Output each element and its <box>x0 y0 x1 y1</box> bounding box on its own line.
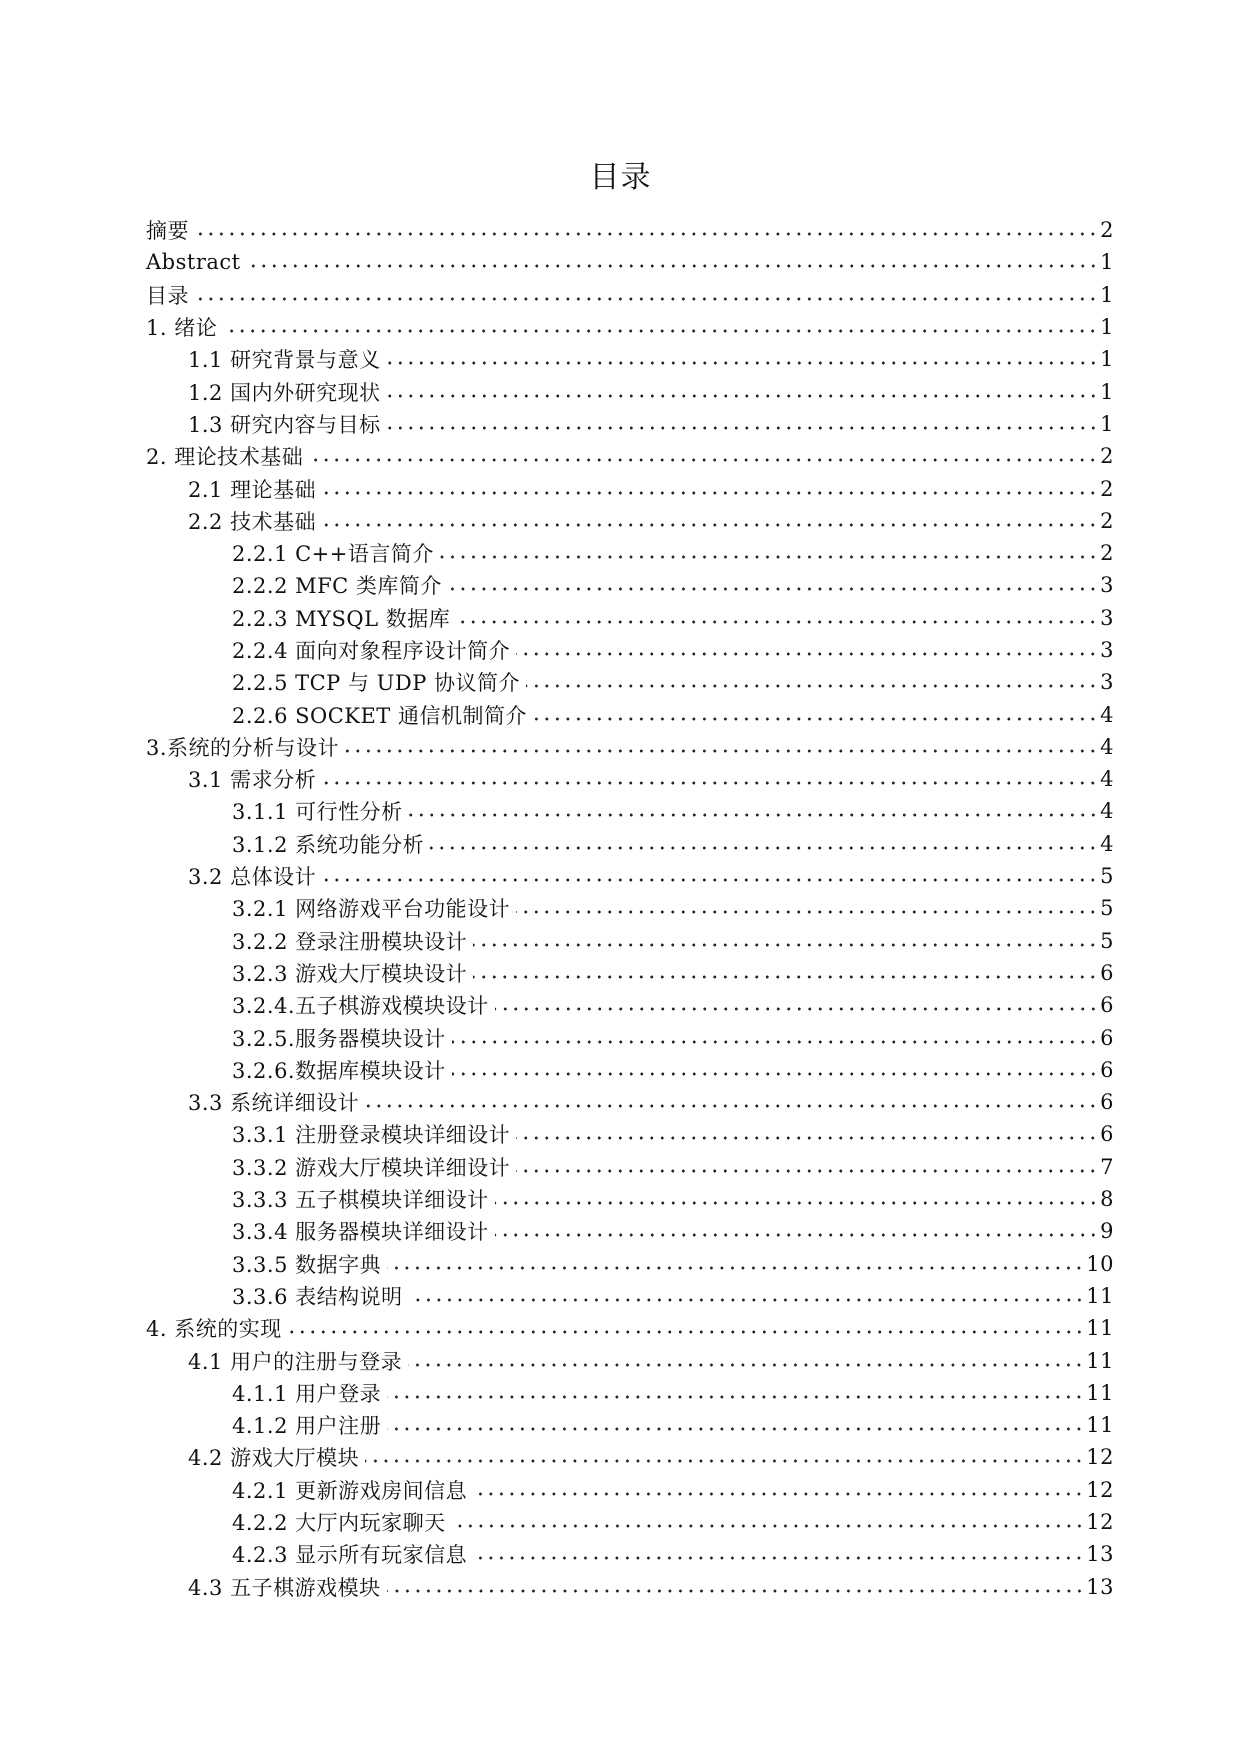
toc-dot-leader <box>516 1169 1098 1173</box>
toc-entry-page-number: 2 <box>1100 476 1114 501</box>
toc-entry[interactable] <box>146 214 1114 246</box>
toc-entry-label: 4. 系统的实现 <box>146 1317 282 1342</box>
toc-entry-label: 4.2.3 显示所有玩家信息 <box>232 1543 468 1568</box>
toc-entry-page-number: 11 <box>1086 1380 1114 1405</box>
toc-dot-leader <box>526 684 1098 688</box>
toc-entry-label: 3.2.3 游戏大厅模块设计 <box>232 961 468 986</box>
toc-dot-leader <box>322 491 1098 495</box>
toc-entry-label: 1.1 研究背景与意义 <box>188 348 381 373</box>
toc-dot-leader <box>533 717 1098 721</box>
toc-dot-leader <box>409 813 1099 817</box>
toc-dot-leader <box>365 1104 1098 1108</box>
toc-entry-page-number: 6 <box>1100 1090 1114 1115</box>
toc-dot-leader <box>448 587 1098 591</box>
toc-dot-leader <box>456 620 1098 624</box>
toc-entry-page-number: 3 <box>1100 670 1114 695</box>
toc-entry-label: 3.3.4 服务器模块详细设计 <box>232 1220 489 1245</box>
toc-entry-label: 3.2.1 网络游戏平台功能设计 <box>232 897 511 922</box>
toc-dot-leader <box>365 1459 1084 1463</box>
toc-entry-label: 1.3 研究内容与目标 <box>188 412 381 437</box>
toc-entry-label: 4.1 用户的注册与登录 <box>188 1349 403 1374</box>
toc-entry-label: 2.2.4 面向对象程序设计简介 <box>232 639 511 663</box>
toc-entry[interactable] <box>146 408 1114 440</box>
toc-entry-page-number: 1 <box>1100 315 1114 340</box>
toc-entry[interactable] <box>146 989 1114 1021</box>
toc-dot-leader <box>408 1363 1084 1367</box>
toc-title: 目录 <box>589 160 652 195</box>
toc-entry-page-number: 12 <box>1086 1445 1114 1470</box>
table-of-contents <box>146 214 1114 1603</box>
toc-entry-page-number: 4 <box>1100 799 1114 824</box>
toc-dot-leader <box>387 426 1099 430</box>
toc-entry[interactable] <box>146 602 1114 634</box>
toc-entry-page-number: 9 <box>1100 1219 1114 1244</box>
toc-dot-leader <box>223 329 1098 333</box>
toc-entry[interactable] <box>146 505 1114 537</box>
toc-entry[interactable] <box>146 925 1114 957</box>
toc-entry-label: 3.1.1 可行性分析 <box>232 800 403 825</box>
toc-dot-leader <box>387 394 1099 398</box>
toc-dot-leader <box>409 1298 1085 1302</box>
toc-entry-page-number: 12 <box>1086 1510 1114 1535</box>
toc-dot-leader <box>322 781 1098 785</box>
toc-entry-label: 2.2.3 MYSQL 数据库 <box>232 606 451 631</box>
toc-entry-label: 2.2.1 C++语言简介 <box>232 542 434 567</box>
toc-entry-label: 3.1 需求分析 <box>188 768 317 793</box>
toc-dot-leader <box>516 910 1098 914</box>
toc-entry-label: 3.3.2 游戏大厅模块详细设计 <box>232 1155 511 1180</box>
toc-entry-label: 4.1.1 用户登录 <box>232 1381 382 1406</box>
toc-entry-label: 3.3 系统详细设计 <box>188 1091 360 1116</box>
toc-entry-page-number: 11 <box>1086 1348 1114 1373</box>
toc-dot-leader <box>345 749 1098 753</box>
toc-dot-leader <box>288 1330 1085 1334</box>
toc-dot-leader <box>387 1395 1084 1399</box>
toc-entry[interactable] <box>146 472 1114 504</box>
toc-entry-page-number: 1 <box>1100 282 1114 307</box>
toc-entry-page-number: 7 <box>1100 1154 1114 1179</box>
toc-entry-page-number: 11 <box>1086 1316 1114 1341</box>
toc-dot-leader <box>322 523 1098 527</box>
toc-entry-page-number: 6 <box>1100 1057 1114 1082</box>
toc-entry-label: 3.2.4.五子棋游戏模块设计 <box>232 994 489 1019</box>
toc-dot-leader <box>247 264 1099 268</box>
toc-entry-page-number: 3 <box>1100 605 1114 630</box>
toc-entry[interactable] <box>146 763 1114 795</box>
toc-entry-label: 3.3.5 数据字典 <box>232 1252 382 1277</box>
toc-dot-leader <box>495 1233 1099 1237</box>
toc-entry[interactable] <box>146 1344 1114 1376</box>
toc-entry[interactable] <box>146 1538 1114 1570</box>
toc-entry-page-number: 2 <box>1100 508 1114 533</box>
toc-entry[interactable] <box>146 569 1114 601</box>
toc-entry-page-number: 6 <box>1100 993 1114 1018</box>
toc-entry-page-number: 2 <box>1100 218 1114 243</box>
toc-entry[interactable] <box>146 375 1114 407</box>
toc-entry-page-number: 10 <box>1086 1251 1114 1276</box>
toc-dot-leader <box>387 1427 1084 1431</box>
toc-entry-page-number: 1 <box>1100 347 1114 372</box>
toc-dot-leader <box>452 1524 1085 1528</box>
toc-entry-label: 2.2 技术基础 <box>188 509 317 534</box>
toc-entry-page-number: 4 <box>1100 734 1114 759</box>
toc-entry[interactable] <box>146 828 1114 860</box>
toc-entry[interactable] <box>146 666 1114 698</box>
toc-entry[interactable] <box>146 1021 1114 1053</box>
toc-entry[interactable] <box>146 1441 1114 1473</box>
toc-entry[interactable] <box>146 957 1114 989</box>
toc-entry-page-number: 3 <box>1100 573 1114 598</box>
toc-entry-label: 3.2 总体设计 <box>188 865 317 890</box>
toc-entry[interactable] <box>146 1474 1114 1506</box>
toc-entry[interactable] <box>146 1409 1114 1441</box>
toc-entry[interactable] <box>146 698 1114 730</box>
toc-entry[interactable] <box>146 1215 1114 1247</box>
toc-entry-label: 1. 绪论 <box>146 316 218 341</box>
toc-entry-page-number: 13 <box>1086 1542 1114 1567</box>
toc-dot-leader <box>309 458 1098 462</box>
toc-entry-page-number: 6 <box>1100 960 1114 985</box>
toc-entry[interactable] <box>146 1506 1114 1538</box>
toc-entry-page-number: 5 <box>1100 928 1114 953</box>
toc-entry-page-number: 4 <box>1100 767 1114 792</box>
toc-entry-label: 3.2.2 登录注册模块设计 <box>232 929 468 954</box>
toc-entry-page-number: 13 <box>1086 1574 1114 1599</box>
toc-entry-page-number: 6 <box>1100 1122 1114 1147</box>
toc-dot-leader <box>473 1556 1084 1560</box>
toc-entry[interactable] <box>146 1183 1114 1215</box>
toc-entry[interactable] <box>146 1054 1114 1086</box>
toc-dot-leader <box>473 1492 1084 1496</box>
toc-entry[interactable] <box>146 1118 1114 1150</box>
toc-dot-leader <box>387 1589 1085 1593</box>
toc-entry-label: Abstract <box>146 250 241 275</box>
toc-entry-page-number: 5 <box>1100 896 1114 921</box>
toc-dot-leader <box>452 1040 1099 1044</box>
toc-entry-page-number: 1 <box>1100 250 1114 275</box>
toc-entry-label: 3.2.6.数据库模块设计 <box>232 1058 446 1083</box>
toc-dot-leader <box>322 878 1098 882</box>
toc-dot-leader <box>387 1266 1084 1270</box>
toc-entry-page-number: 6 <box>1100 1025 1114 1050</box>
toc-dot-leader <box>516 652 1098 656</box>
toc-entry[interactable] <box>146 1312 1114 1344</box>
toc-entry-label: 摘要 <box>146 219 189 244</box>
toc-entry-page-number: 2 <box>1100 444 1114 469</box>
toc-entry-page-number: 4 <box>1100 702 1114 727</box>
toc-entry-page-number: 4 <box>1100 831 1114 856</box>
toc-entry-label: 4.2.1 更新游戏房间信息 <box>232 1478 468 1503</box>
toc-entry-page-number: 12 <box>1086 1477 1114 1502</box>
toc-entry-page-number: 1 <box>1100 379 1114 404</box>
toc-entry-page-number: 8 <box>1100 1187 1114 1212</box>
toc-entry-label: 3.3.6 表结构说明 <box>232 1284 403 1309</box>
toc-entry-page-number: 11 <box>1086 1283 1114 1308</box>
toc-dot-leader <box>195 232 1098 236</box>
toc-dot-leader <box>430 846 1098 850</box>
toc-entry[interactable] <box>146 1086 1114 1118</box>
toc-dot-leader <box>452 1072 1099 1076</box>
toc-entry-label: 3.系统的分析与设计 <box>146 735 340 760</box>
toc-entry[interactable] <box>146 246 1114 278</box>
toc-entry-label: 2.2.5 TCP 与 UDP 协议简介 <box>232 671 521 696</box>
toc-entry[interactable] <box>146 537 1114 569</box>
toc-dot-leader <box>495 1007 1099 1011</box>
toc-entry[interactable] <box>146 1377 1114 1409</box>
toc-entry[interactable] <box>146 795 1114 827</box>
toc-entry-page-number: 5 <box>1100 864 1114 889</box>
toc-entry[interactable] <box>146 440 1114 472</box>
toc-dot-leader <box>473 943 1098 947</box>
toc-dot-leader <box>516 1136 1098 1140</box>
toc-dot-leader <box>473 975 1098 979</box>
toc-entry[interactable] <box>146 343 1114 375</box>
toc-entry-label: 4.1.2 用户注册 <box>232 1414 382 1439</box>
toc-entry-label: 目录 <box>146 283 189 308</box>
toc-entry-label: 3.2.5.服务器模块设计 <box>232 1026 446 1051</box>
toc-entry[interactable] <box>146 1248 1114 1280</box>
toc-entry-label: 3.3.1 注册登录模块详细设计 <box>232 1123 511 1148</box>
toc-entry[interactable] <box>146 1570 1114 1602</box>
toc-entry-label: 4.2 游戏大厅模块 <box>188 1446 360 1471</box>
toc-entry[interactable] <box>146 311 1114 343</box>
toc-entry-page-number: 3 <box>1100 638 1114 662</box>
toc-entry-label: 2. 理论技术基础 <box>146 445 304 470</box>
toc-dot-leader <box>440 555 1098 559</box>
toc-entry[interactable] <box>146 1151 1114 1183</box>
toc-entry[interactable] <box>146 279 1114 311</box>
toc-entry-label: 2.2.6 SOCKET 通信机制简介 <box>232 703 527 728</box>
toc-entry-label: 3.1.2 系统功能分析 <box>232 832 425 857</box>
toc-entry-label: 4.2.2 大厅内玩家聊天 <box>232 1511 446 1536</box>
toc-entry[interactable] <box>146 892 1114 924</box>
toc-entry-label: 1.2 国内外研究现状 <box>188 380 381 405</box>
toc-entry[interactable] <box>146 860 1114 892</box>
toc-entry-label: 2.1 理论基础 <box>188 477 317 502</box>
toc-entry-label: 3.3.3 五子棋模块详细设计 <box>232 1188 489 1213</box>
toc-entry-page-number: 1 <box>1100 411 1114 436</box>
toc-entry-label: 4.3 五子棋游戏模块 <box>188 1575 381 1600</box>
toc-dot-leader <box>387 361 1099 365</box>
toc-entry[interactable] <box>146 731 1114 763</box>
toc-entry[interactable] <box>146 1280 1114 1312</box>
toc-entry-label: 2.2.2 MFC 类库简介 <box>232 574 442 599</box>
toc-entry[interactable] <box>146 634 1114 666</box>
toc-entry-page-number: 11 <box>1086 1413 1114 1438</box>
toc-dot-leader <box>495 1201 1099 1205</box>
toc-dot-leader <box>195 297 1098 301</box>
toc-entry-page-number: 2 <box>1100 541 1114 566</box>
